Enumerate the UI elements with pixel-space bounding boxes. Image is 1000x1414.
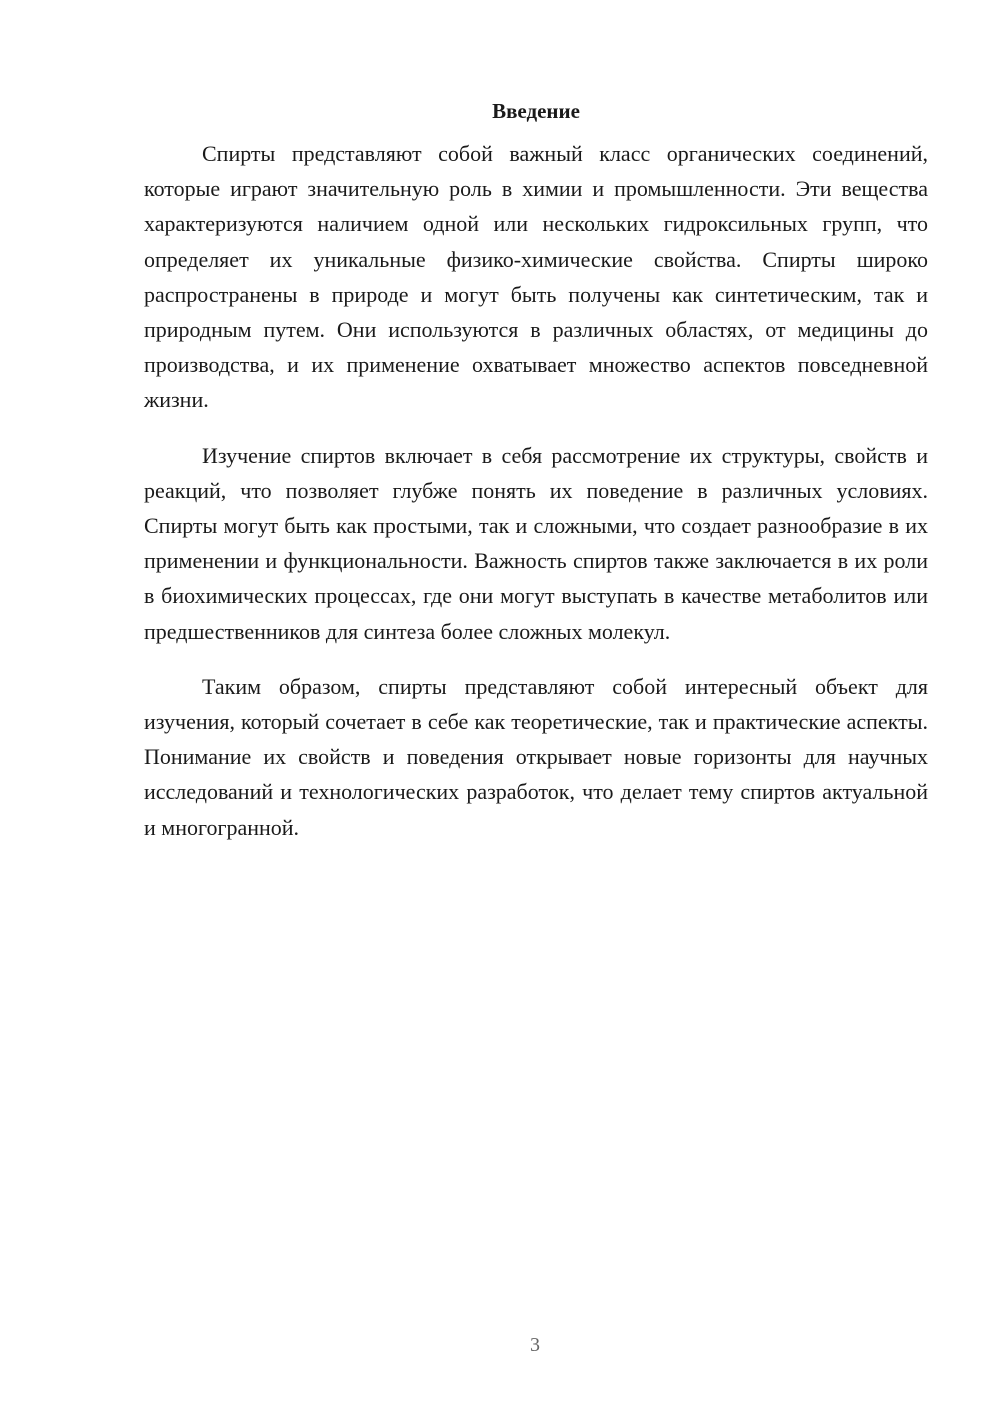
page-content — [144, 96, 928, 865]
paragraph-3: Таким образом, спирты представляют собой интересный объект для изучения, который сочетает в себе как теоретические, так и практические аспекты. Понимание их свойств и поведения открывает новые горизонты для научных исследований и технологических разработок, что делает тему спиртов актуальной и многогранной. — [144, 673, 928, 840]
page-number: 3 — [530, 1334, 540, 1356]
paragraph-2: Изучение спиртов включает в себя рассмотрение их структуры, свойств и реакций, что позволяет глубже понять их поведение в различных условиях. Спирты могут быть как простыми, так и сложными, что создает разнообразие в их применении и функциональности. Важность спиртов также заключается в их роли в биохимических процессах, где они могут выступать в качестве метаболитов или предшественников для синтеза более сложных молекул. — [144, 442, 928, 644]
paragraph-1: Спирты представляют собой важный класс органических соединений, которые играют значительную роль в химии и промышленности. Эти вещества характеризуются наличием одной или нескольких гидроксильных групп, что определяет их уникальные физико-химические свойства. Спирты широко распространены в природе и могут быть получены как синтетическим, так и природным путем. Они используются в различных областях, от медицины до производства, и их применение охватывает множество аспектов повседневной жизни. — [144, 141, 928, 413]
section-title: Введение — [492, 99, 580, 123]
